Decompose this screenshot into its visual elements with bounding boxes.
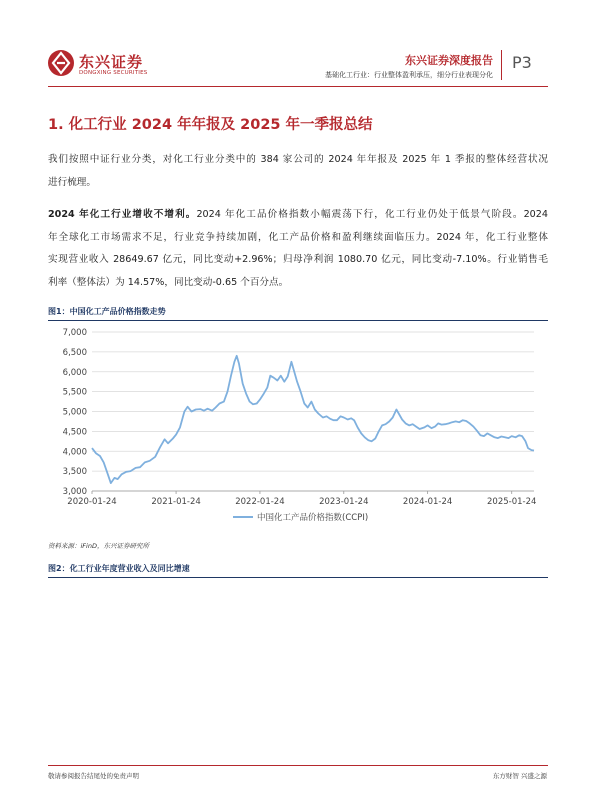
legend-label: 中国化工产品价格指数(CCPI) xyxy=(257,513,369,523)
y-tick-label: 4,000 xyxy=(62,447,87,458)
figure1-title: 图1：中国化工产品价格指数走势 xyxy=(48,306,548,321)
paragraph-line: 我们按照中证行业分类，对化工行业分类中的 384 家公司的 2024 年年报及 2025 年 1 季报的整体经营状况 xyxy=(48,154,548,165)
ccpi-series-line xyxy=(92,356,534,483)
x-tick-label: 2022-01-24 xyxy=(235,497,285,507)
x-tick-label: 2020-01-24 xyxy=(67,497,117,507)
intro-paragraph xyxy=(48,149,548,194)
y-tick-label: 7,000 xyxy=(62,328,87,338)
y-tick-label: 6,500 xyxy=(62,347,87,358)
report-subtitle: 基础化工行业：行业整体盈利承压，细分行业表现分化 xyxy=(325,71,493,79)
paragraph-line-rest: 2024 年化工品价格指数小幅震荡下行，化工行业仍处于低景气阶段。2024 xyxy=(196,209,548,220)
footer-slogan: 东方财智 兴盛之源 xyxy=(492,772,547,780)
header-divider xyxy=(48,86,548,87)
paragraph-line: 实现营业收入 28649.67 亿元，同比变动+2.96%；归母净利润 1080.70 亿元，同比变动-7.10%。行业销售毛 xyxy=(48,254,548,265)
brand-logo-icon xyxy=(48,50,74,76)
paragraph-line: 年全球化工市场需求不足，行业竞争持续加剧，化工产品价格和盈利继续面临压力。2024 年，化工行业整体 xyxy=(48,231,548,243)
summary-paragraph xyxy=(48,204,548,294)
section-title: 1. 化工行业 2024 年年报及 2025 年一季报总结 xyxy=(48,117,373,133)
brand-name-en: DONGXING SECURITIES xyxy=(79,70,148,76)
brand-name-cn: 东兴证券 xyxy=(79,53,144,71)
report-title: 东兴证券深度报告 xyxy=(405,54,493,67)
y-tick-label: 5,000 xyxy=(62,407,87,418)
y-tick-label: 3,500 xyxy=(62,467,87,478)
chart-gridlines xyxy=(92,332,534,491)
chart-x-axis xyxy=(67,491,536,507)
paragraph-line: 进行梳理。 xyxy=(48,176,96,188)
brand-logo xyxy=(48,50,148,80)
paragraph-line xyxy=(48,204,548,227)
y-tick-label: 4,500 xyxy=(62,427,87,438)
figure1-source: 资料来源：iFinD，东兴证券研究所 xyxy=(48,542,149,550)
chart-legend xyxy=(233,512,368,523)
x-tick-label: 2024-01-24 xyxy=(402,497,453,507)
footer-disclaimer: 敬请参阅报告结尾处的免责声明 xyxy=(48,772,139,780)
footer-divider xyxy=(48,765,548,766)
figure2-title: 图2：化工行业年度营业收入及同比增速 xyxy=(48,563,548,578)
x-tick-label: 2021-01-24 xyxy=(151,497,201,507)
ccpi-line-chart xyxy=(48,320,548,535)
x-tick-label: 2023-01-24 xyxy=(319,497,369,507)
y-tick-label: 3,000 xyxy=(62,487,87,497)
y-tick-label: 6,000 xyxy=(62,367,87,378)
paragraph-line: 利率（整体法）为 14.57%，同比变动-0.65 个百分点。 xyxy=(48,276,289,288)
header-separator xyxy=(501,50,502,80)
chart-series xyxy=(92,356,534,483)
y-tick-label: 5,500 xyxy=(62,387,87,398)
x-tick-label: 2025-01-24 xyxy=(487,497,537,507)
page-number: P3 xyxy=(512,53,532,72)
chart-y-axis xyxy=(63,328,87,497)
paragraph-lead-bold: 2024 年化工行业增收不增利。 xyxy=(48,209,197,220)
